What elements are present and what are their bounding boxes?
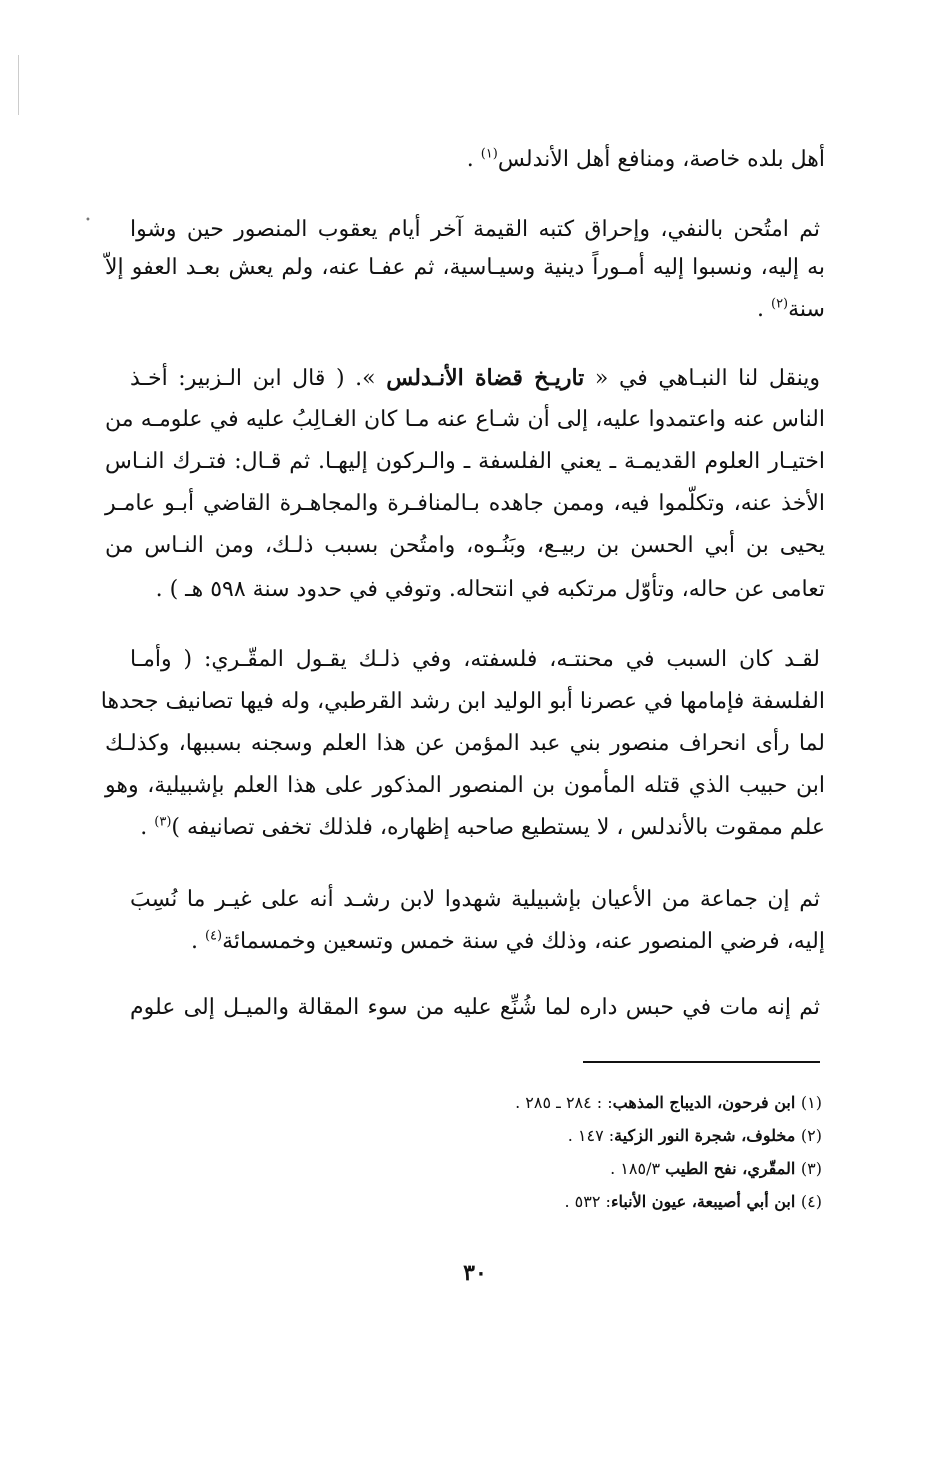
footnote: (٣) المقّري، نفح الطيب ١٨٥/٣ . xyxy=(610,1159,822,1178)
body-line: إليه، فرضي المنصور عنه، وذلك في سنة خمس وتسعين وخمسمائة$^{(٤)}$ . xyxy=(190,928,825,954)
body-line: لقـد كان السبب في محنتـه، فلسفته، وفي ذلـك يقـول المقّـري: ( وأمـا xyxy=(130,647,821,672)
footnote: (٤) ابن أبي أصيبعة، عيون الأنباء: ٥٣٢ . xyxy=(564,1192,822,1211)
page-number: ٣٠ xyxy=(463,1260,487,1286)
body-line: ثم امتُحن بالنفي، وإحراق كتبه القيمة آخر أيام يعقوب المنصور حين وشوا xyxy=(130,217,820,242)
scan-mark-top xyxy=(18,55,20,115)
scan-mark-dot: • xyxy=(85,215,91,226)
body-line: تعامى عن حاله، وتأوّل مرتكبه في انتحاله. وتوفي في حدود سنة ٥٩٨ هـ ) . xyxy=(155,577,825,602)
body-line: به إليه، ونسبوا إليه أمـوراً دينية وسيـاسية، ثم عفـا عنه، ولم يعش بعـد العفو إلاّ xyxy=(105,255,825,280)
footnote-separator xyxy=(583,1061,820,1063)
body-line: سنة$^{(٢)}$ . xyxy=(756,296,825,322)
book-title: تاريـخ قضاة الأنـدلس xyxy=(386,365,585,391)
body-line: أهل بلده خاصة، ومنافع أهل الأندلس$^{(١)}$ . xyxy=(466,146,825,172)
body-line: ابن حبيب الذي قتله المأمون بن المنصور المذكور على هذا العلم بإشبيلية، وهو xyxy=(105,773,825,798)
body-line: لما رأى انحراف منصور بني عبد المؤمن عن هذا العلم وسجنه بسببها، وكذلـك xyxy=(105,731,825,756)
body-line: يحيى بن أبي الحسن بن ربيـع، وبَنُـوه، وامتُحن بسبب ذلـك، ومن النـاس من xyxy=(105,533,825,558)
footnote: (١) ابن فرحون، الديباج المذهب: : ٢٨٤ ـ ٢٨٥ . xyxy=(515,1093,822,1112)
body-line: وينقل لنا النبـاهي في « تاريـخ قضاة الأنـدلس ». ( قال ابن الـزبير: أخـذ xyxy=(130,365,820,391)
footnote-ref: (٢) xyxy=(770,296,789,312)
footnote: (٢) مخلوف، شجرة النور الزكية: ١٤٧ . xyxy=(567,1126,822,1145)
footnote-ref: (٣) xyxy=(154,814,172,830)
body-line: الناس عنه واعتمدوا عليه، إلى أن شـاع عنه مـا كان الغـالِبُ عليه في علومـه من xyxy=(105,407,825,432)
body-line: الفلسفة فإمامها في عصرنا أبو الوليد ابن رشد القرطبي، وله فيها تصانيف جحدها xyxy=(100,689,825,714)
footnote-ref: (٤) xyxy=(204,928,223,944)
body-line: الأخذ عنه، وتكلّموا فيه، وممن جاهده بـالمنافـرة والمجاهـرة القاضي أبـو عامـر xyxy=(105,491,825,516)
body-line: اختيـار العلوم القديمـة ـ يعني الفلسفة ـ والـركون إليهـا. ثم قـال: فتـرك النـاس xyxy=(105,449,825,474)
footnote-ref: (١) xyxy=(480,146,498,162)
body-line: علم ممقوت بالأندلس ، لا يستطيع صاحبه إظهاره، فلذلك تخفى تصانيفه )$^{(٣)}$ . xyxy=(140,814,825,840)
body-line: ثم إن جماعة من الأعيان بإشبيلية شهدوا لابن رشـد أنه على غيـر ما نُسِبَ xyxy=(130,887,820,912)
body-line: ثم إنه مات في حبس داره لما شُنِّع عليه من سوء المقالة والميـل إلى علوم xyxy=(130,995,820,1020)
